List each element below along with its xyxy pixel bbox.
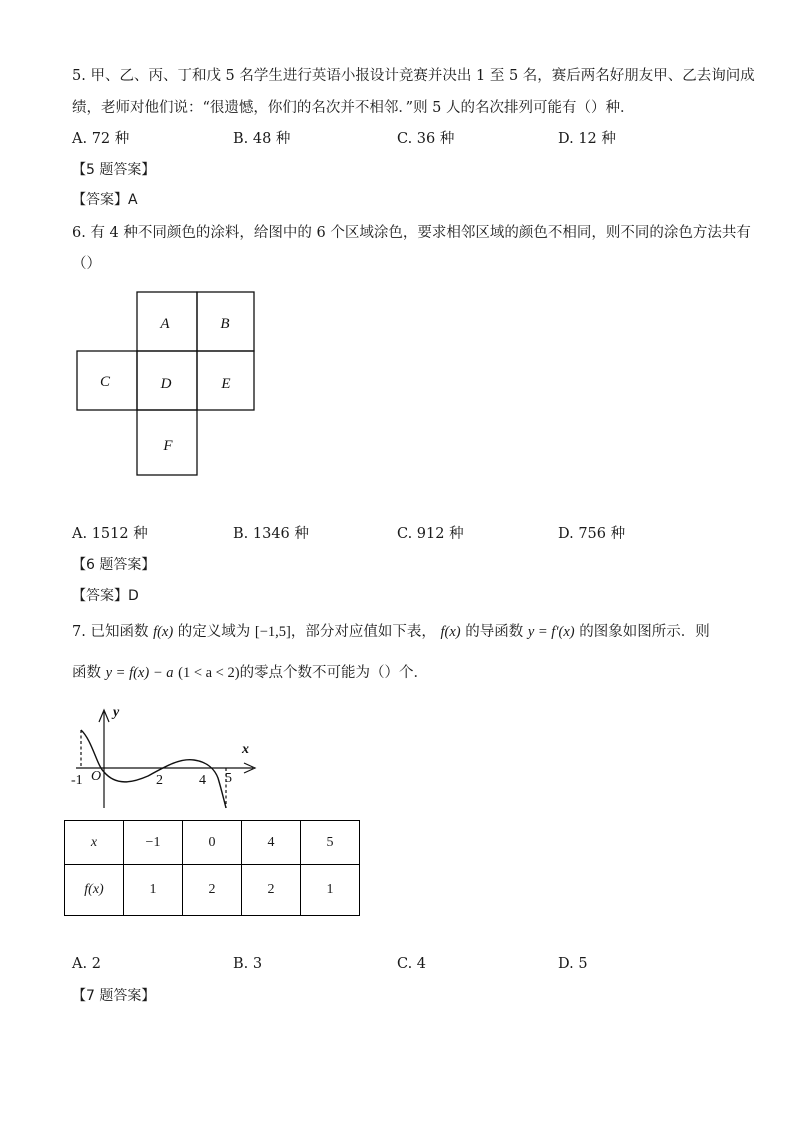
q7-derivative-expr: y = f′(x) — [527, 624, 575, 640]
q6-stem-line1: 6. 有 4 种不同颜色的涂料，给图中的 6 个区域涂色，要求相邻区域的颜色不相同，则不同的涂色方法共有 — [72, 225, 751, 241]
q6-answer-value: D — [128, 588, 139, 604]
q5-option-b: B. 48 种 — [233, 131, 291, 147]
region-e-label: E — [221, 376, 231, 392]
region-c-label: C — [99, 374, 111, 390]
q7-value-table — [64, 820, 360, 916]
q6-option-d: D. 756 种 — [558, 526, 626, 542]
derivative-curve — [81, 730, 226, 808]
q7-option-a: A. 2 — [72, 956, 101, 972]
q7-text-5: 的图象如图所示．则 — [579, 624, 710, 640]
q6-stem-line2: （） — [72, 256, 101, 272]
q7-text-3: ，部分对应值如下表， — [290, 624, 436, 640]
q7-fx-2: f(x) — [440, 624, 461, 640]
y-axis-label: y — [113, 705, 120, 720]
table-header-fx: f(x) — [65, 865, 124, 916]
q5-stem-line1: 5. 甲、乙、丙、丁和戊 5 名学生进行英语小报设计竞赛并决出 1 至 5 名，赛后两名好朋友甲、乙去询问成 — [72, 68, 755, 84]
q7-text-1: 7. 已知函数 — [72, 624, 149, 640]
table-header-x: x — [65, 821, 124, 865]
region-b-label: B — [220, 316, 230, 332]
table-cell: 1 — [301, 865, 360, 916]
q6-option-a: A. 1512 种 — [72, 526, 148, 542]
table-row-x — [65, 821, 360, 865]
q5-answer-value: A — [128, 192, 138, 208]
q7-stem-line1 — [72, 622, 710, 642]
q5-answer-header: 【5 题答案】 — [72, 162, 156, 178]
tick-label-4: 4 — [199, 773, 206, 788]
q7-condition: (1 < a < 2) — [178, 665, 240, 681]
q5-option-d: D. 12 种 — [558, 131, 616, 147]
table-cell: −1 — [124, 821, 183, 865]
table-cell: 2 — [242, 865, 301, 916]
table-cell: 1 — [124, 865, 183, 916]
q5-answer-line — [72, 190, 138, 210]
q6-option-c: C. 912 种 — [397, 526, 464, 542]
table-cell: 2 — [183, 865, 242, 916]
q5-stem-line2: 绩，老师对他们说：“很遗憾，你们的名次并不相邻．”则 5 人的名次排列可能有（）种． — [72, 100, 635, 116]
q7-function-expr: y = f(x) − a — [105, 665, 174, 681]
table-cell: 5 — [301, 821, 360, 865]
table-row-fx — [65, 865, 360, 916]
q7-option-b: B. 3 — [233, 956, 263, 972]
q6-answer-line — [72, 586, 139, 606]
origin-label: O — [91, 769, 102, 784]
q7-option-c: C. 4 — [397, 956, 427, 972]
q5-answer-label: 【答案】 — [72, 192, 128, 208]
q7-text-7: 的零点个数不可能为（）个． — [239, 665, 429, 681]
q7-text-2: 的定义域为 — [177, 624, 251, 640]
region-a-label: A — [160, 316, 170, 332]
q6-answer-header: 【6 题答案】 — [72, 557, 156, 573]
table-cell: 0 — [183, 821, 242, 865]
table-cell: 4 — [242, 821, 301, 865]
tick-label-minus1: -1 — [71, 773, 83, 788]
q7-domain: [−1,5] — [254, 624, 291, 640]
q7-derivative-graph — [68, 700, 268, 812]
q7-answer-header: 【7 题答案】 — [72, 988, 156, 1004]
tick-label-5: 5 — [225, 771, 232, 786]
tick-label-2: 2 — [156, 773, 163, 788]
q5-option-c: C. 36 种 — [397, 131, 455, 147]
q6-region-diagram — [70, 286, 270, 482]
q5-option-a: A. 72 种 — [72, 131, 130, 147]
q6-option-b: B. 1346 种 — [233, 526, 309, 542]
x-axis-label: x — [242, 742, 249, 757]
region-d-label: D — [160, 376, 172, 392]
q7-fx-1: f(x) — [153, 624, 174, 640]
q7-text-6: 函数 — [72, 665, 101, 681]
q7-text-4: 的导函数 — [465, 624, 524, 640]
q6-answer-label: 【答案】 — [72, 588, 128, 604]
q7-stem-line2 — [72, 663, 428, 683]
q7-option-d: D. 5 — [558, 956, 588, 972]
region-f-label: F — [163, 438, 173, 454]
